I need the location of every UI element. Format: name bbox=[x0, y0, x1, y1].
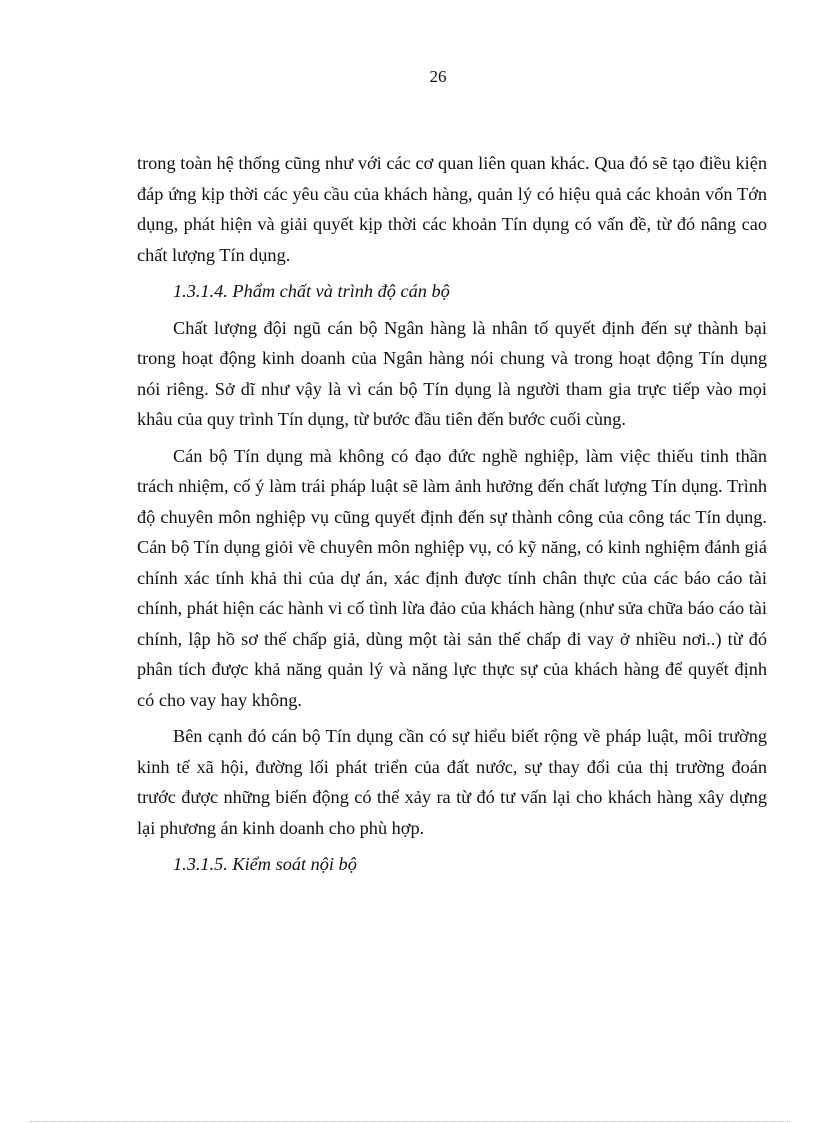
page-bottom-divider bbox=[30, 1121, 790, 1122]
page-number: 26 bbox=[429, 67, 447, 86]
paragraph-staff-quality: Chất lượng đội ngũ cán bộ Ngân hàng là nhân tố quyết định đến sự thành bại trong hoạt động kinh doanh của Ngân hàng nói chung và trong hoạt động Tín dụng nói riêng. Sở dĩ như vậy là vì cán bộ Tín dụng là người tham gia trực tiếp vào mọi khâu của quy trình Tín dụng, từ bước đầu tiên đến bước cuối cùng. bbox=[137, 317, 767, 429]
paragraph-continuation: trong toàn hệ thống cũng như với các cơ quan liên quan khác. Qua đó sẽ tạo điều kiện đáp ứng kịp thời các yêu cầu của khách hàng, quản lý có hiệu quả các khoản vốn Tớn dụng, phát hiện và giải quyết kịp thời các khoản Tín dụng có vấn đề, từ đó nâng cao chất lượng Tín dụng. bbox=[137, 153, 767, 265]
paragraph-ethics-skills: Cán bộ Tín dụng mà không có đạo đức nghề nghiệp, làm việc thiếu tinh thần trách nhiệm, cố ý làm trái pháp luật sẽ làm ảnh hưởng đến chất lượng Tín dụng. Trình độ chuyên môn nghiệp vụ cũng quyết định đến sự thành công của công tác Tín dụng. Cán bộ Tín dụng giỏi về chuyên môn nghiệp vụ, có kỹ năng, có kinh nghiệm đánh giá chính xác tính khả thi của dự án, xác định được tính chân thực của các báo cáo tài chính, phát hiện các hành vi cố tình lừa đảo của khách hàng (như sửa chữa báo cáo tài chính, lập hồ sơ thế chấp giả, dùng một tài sản thế chấp đi vay ở nhiều nơi..) từ đó phân tích được khả năng quản lý và năng lực thực sự của khách hàng để quyết định có cho vay hay không. bbox=[137, 445, 767, 710]
document-body bbox=[137, 148, 767, 886]
paragraph-broad-knowledge: Bên cạnh đó cán bộ Tín dụng cần có sự hiểu biết rộng về pháp luật, môi trường kinh tế xã hội, đường lối phát triển của đất nước, sự thay đổi của thị trường đoán trước được những biến động có thể xảy ra từ đó tư vấn lại cho khách hàng xây dựng lại phương án kinh doanh cho phù hợp. bbox=[137, 726, 767, 838]
section-heading-1-3-1-5: 1.3.1.5. Kiểm soát nội bộ bbox=[173, 854, 357, 874]
section-heading-1-3-1-4: 1.3.1.4. Phẩm chất và trình độ cán bộ bbox=[173, 281, 450, 301]
